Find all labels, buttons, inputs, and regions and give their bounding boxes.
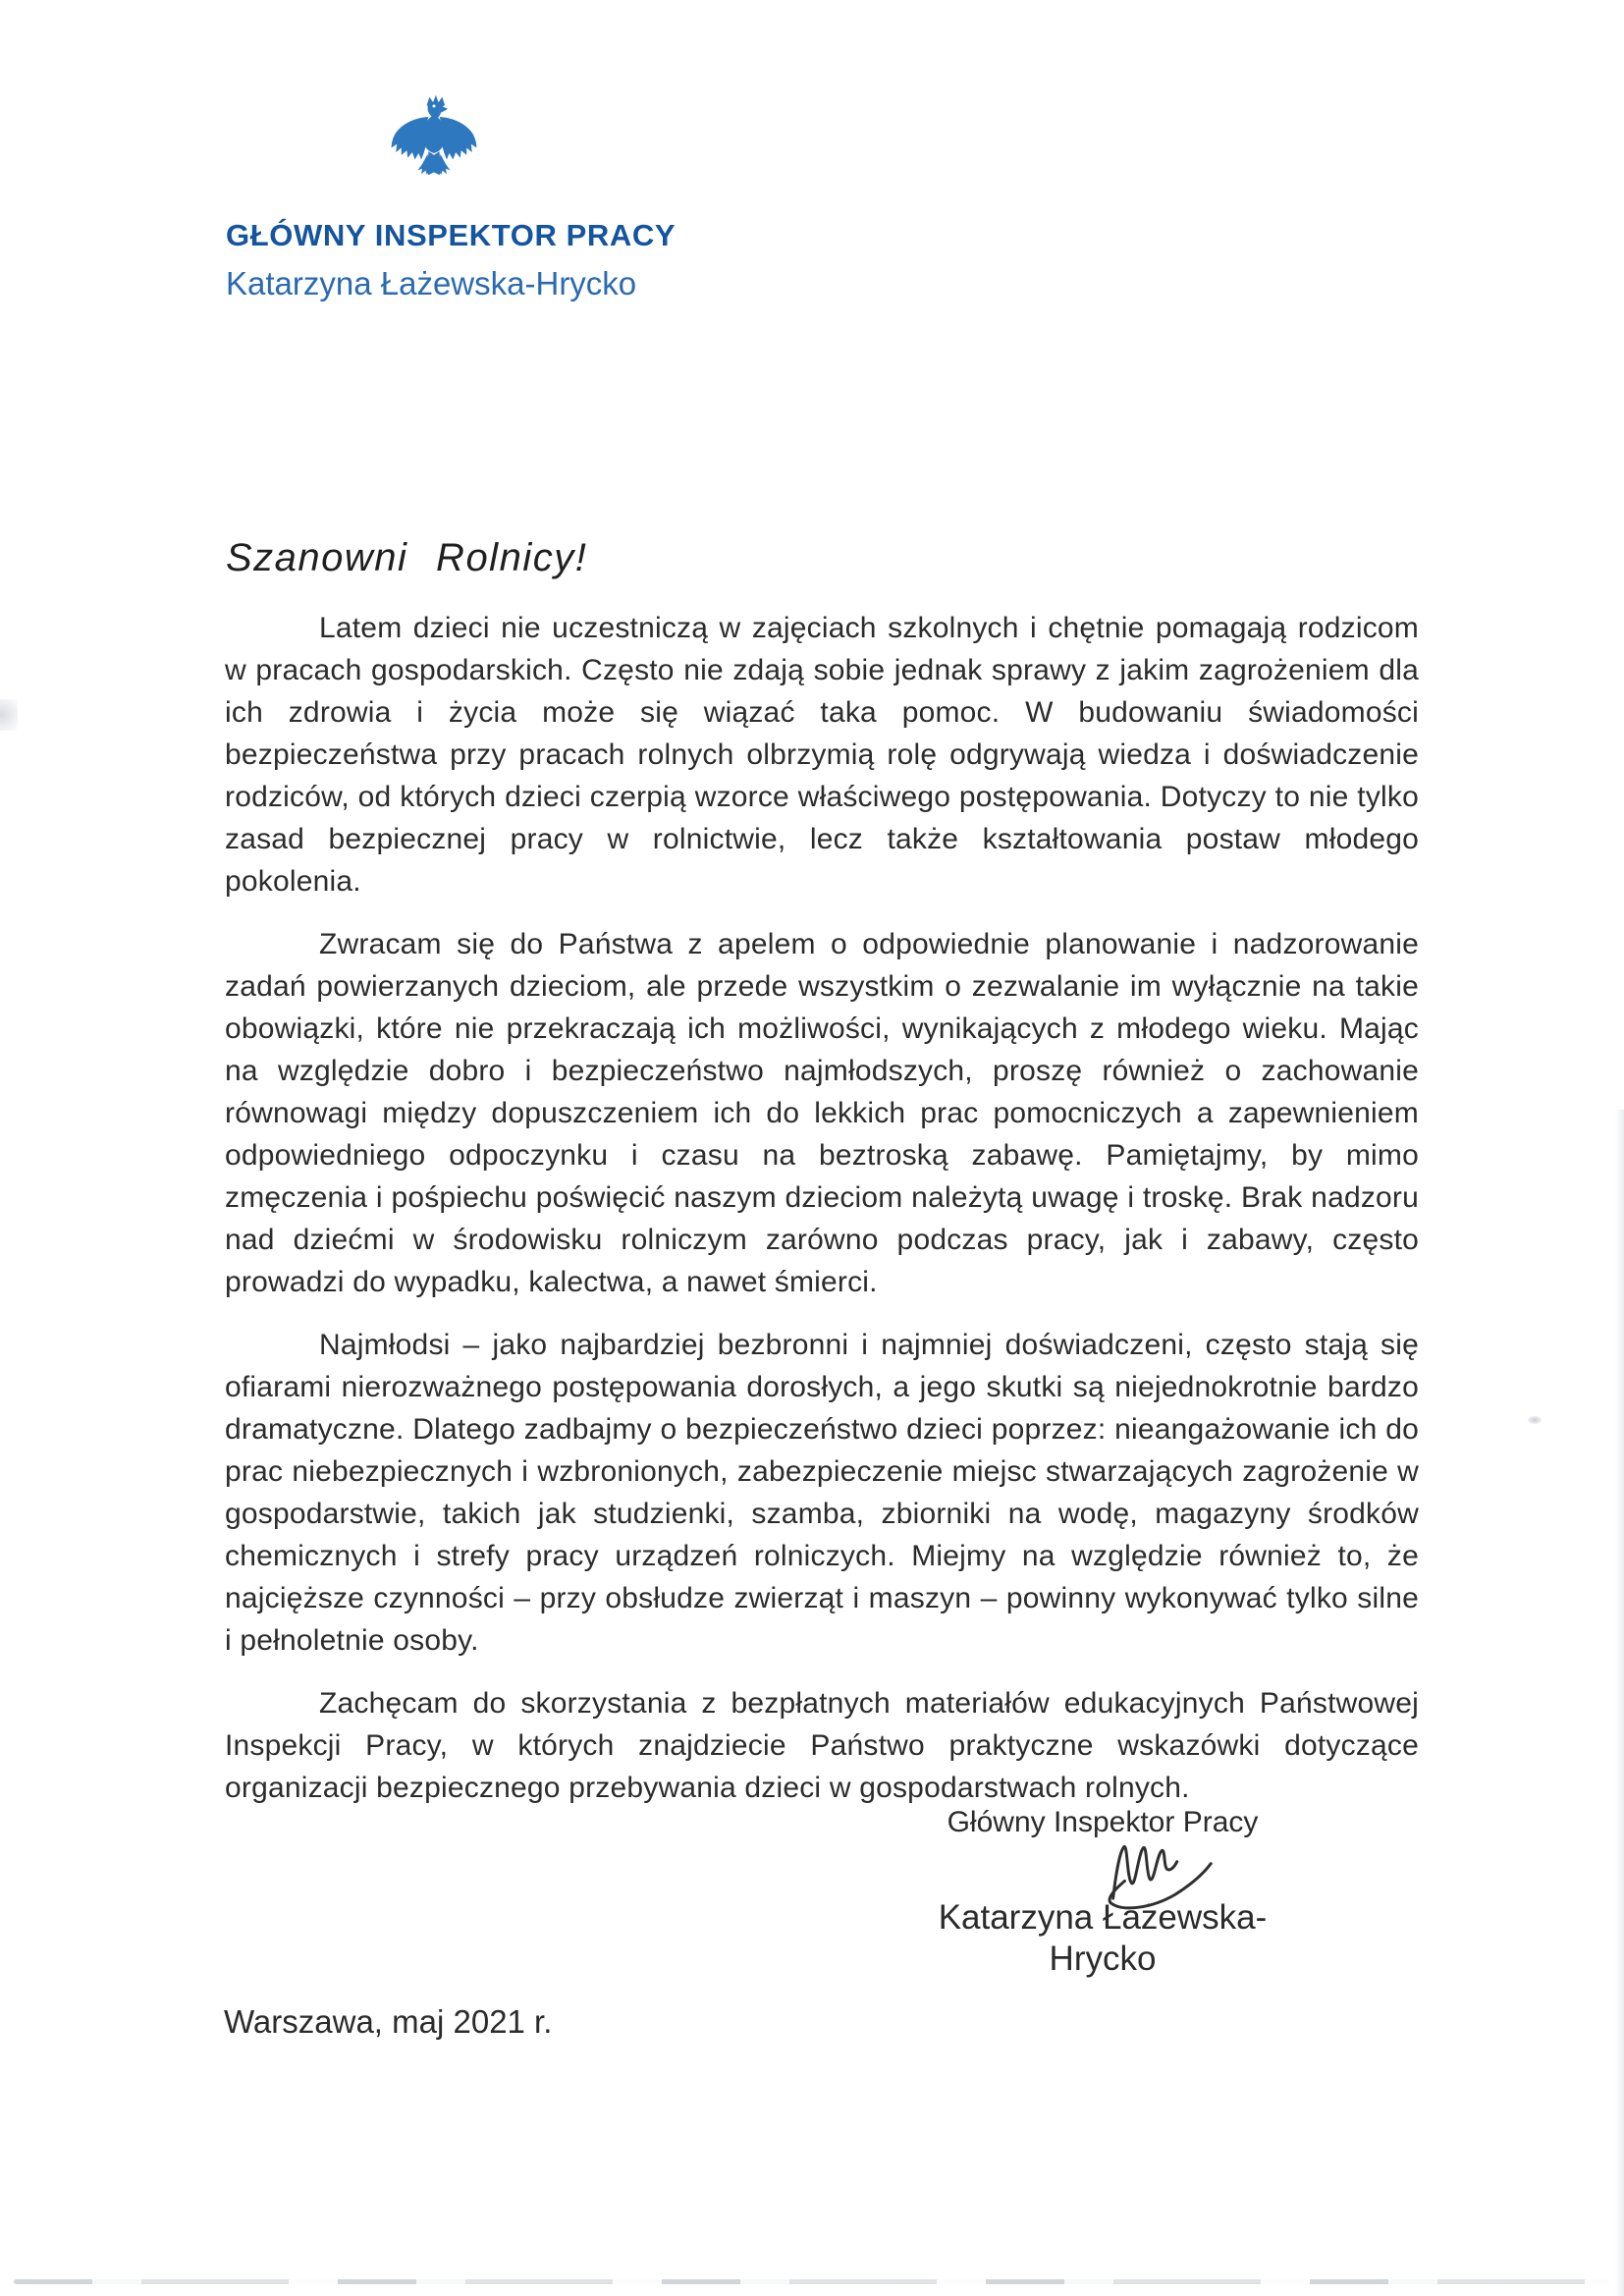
letter-paragraph-3: Najmłodsi – jako najbardziej bezbronni i najmniej doświadczeni, często stają się ofiarami nierozważnego postępowania dorosłych, a jego skutki są niejednokrotnie bardzo dramatyczne. Dlatego zadbajmy o bezpieczeństwo dzieci poprzez: nieangażowanie ich do prac niebezpiecznych i wzbronionych, zabezpieczenie miejsc stwarzających zagrożenie w gospodarstwie, takich jak studzienki, szamba, zbiorniki na wodę, magazyny środków chemicznych i strefy pracy urządzeń rolniczych. Miejmy na względzie również to, że najcięższe czynności – przy obsłudze zwierząt i maszyn – powinny wykonywać tylko silne i pełnoletnie osoby. [225,1329,1419,1657]
letter-body [225,607,1419,1830]
signature-block [892,1805,1314,1980]
polish-eagle-coat-of-arms-icon [387,94,481,189]
signatory-name: Katarzyna Łażewska-Hrycko [938,1898,1268,1978]
scan-artifact-bottom-line [14,2279,1608,2284]
scan-artifact-right-strip [1615,1110,1624,2296]
letter-paragraph-2: Zwracam się do Państwa z apelem o odpowiednie planowanie i nadzorowanie zadań powierzanych dzieciom, ale przede wszystkim o zezwalanie im wyłącznie na takie obowiązki, które nie przekraczają ich możliwości, wynikających z młodego wieku. Mając na względzie dobro i bezpieczeństwo najmłodszych, proszę również o zachowanie równowagi między dopuszczeniem ich do lekkich prac pomocniczych a zapewnieniem odpowiedniego odpoczynku i czasu na beztroską zabawę. Pamiętajmy, by mimo zmęczenia i pośpiechu poświęcić naszym dzieciom należytą uwagę i troskę. Brak nadzoru nad dziećmi w środowisku rolniczym zarówno podczas pracy, jak i zabawy, często prowadzi do wypadku, kalectwa, a nawet śmierci. [225,928,1419,1298]
salutation: Szanowni Rolnicy! [226,536,588,579]
scan-artifact-left-smudge [0,699,18,731]
letterhead-title: GŁÓWNY INSPEKTOR PRACY [226,218,677,252]
dateline: Warszawa, maj 2021 r. [224,2003,553,2040]
letterhead-officer-name: Katarzyna Łażewska-Hrycko [226,265,637,301]
letterhead [226,94,677,302]
scan-artifact-speck [1528,1416,1542,1424]
letter-paragraph-1: Latem dzieci nie uczestniczą w zajęciach szkolnych i chętnie pomagają rodzicom w pracach gospodarskich. Często nie zdają sobie jednak sprawy z jakim zagrożeniem dla ich zdrowia i życia może się wiązać taka pomoc. W budowaniu świadomości bezpieczeństwa przy pracach rolnych olbrzymią rolę odgrywają wiedza i doświadczenie rodziców, od których dzieci czerpią wzorce właściwego postępowania. Dotyczy to nie tylko zasad bezpiecznej pracy w rolnictwie, lecz także kształtowania postaw młodego pokolenia. [225,612,1419,898]
handwritten-signature-icon [1099,1838,1220,1911]
signature-role-line: Główny Inspektor Pracy [947,1806,1259,1838]
letter-paragraph-4: Zachęcam do skorzystania z bezpłatnych materiałów edukacyjnych Państwowej Inspekcji Pracy, w których znajdziecie Państwo praktyczne wskazówki dotyczące organizacji bezpiecznego przebywania dzieci w gospodarstwach rolnych. [225,1687,1419,1804]
